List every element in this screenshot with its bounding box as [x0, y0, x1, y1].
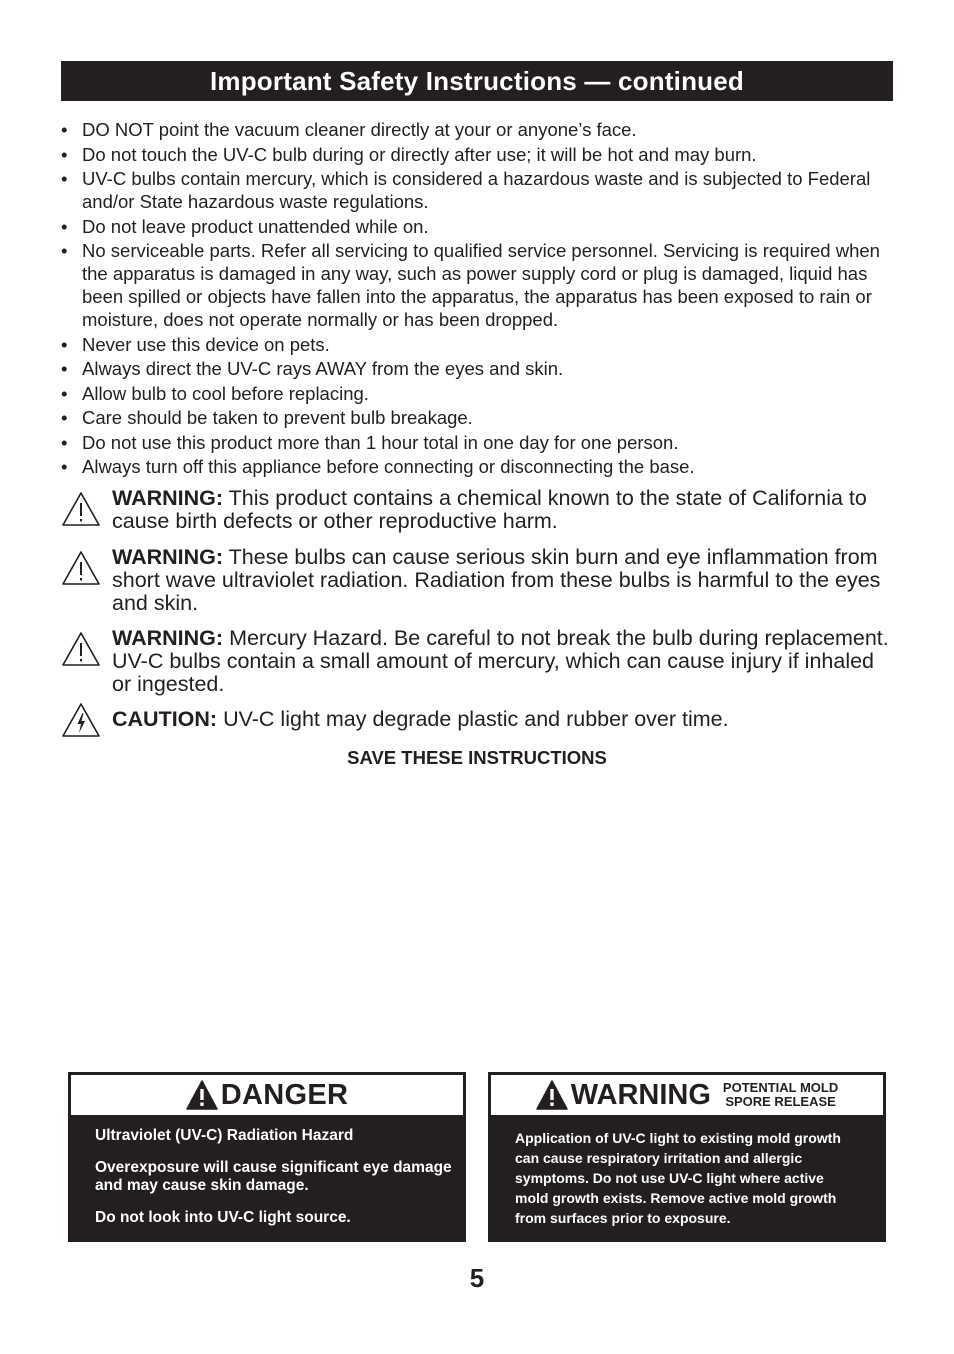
safety-bullet-list [61, 118, 901, 480]
warning-subtitle [723, 1081, 838, 1109]
danger-label-body [71, 1115, 463, 1227]
danger-triangle-icon [186, 1080, 218, 1110]
danger-line: Overexposure will cause significant eye damage and may cause skin damage. [95, 1159, 452, 1194]
page-number: 5 [469, 1263, 485, 1293]
danger-line: Ultraviolet (UV-C) Radiation Hazard [95, 1127, 354, 1144]
caution-plastic [61, 708, 891, 738]
warning-label: WARNING: [112, 486, 224, 510]
danger-line: Do not look into UV-C light source. [95, 1209, 351, 1226]
mold-warning-header [491, 1075, 883, 1115]
warning-chemical [61, 487, 891, 533]
warning-text: This product contains a chemical known to the state of California to cause birth defects or other reproductive harm. [112, 486, 867, 533]
caution-text: UV-C light may degrade plastic and rubber over time. [223, 707, 729, 731]
list-item: • Do not touch the UV-C bulb during or directly after use; it will be hot and may burn. [61, 143, 901, 166]
warning-subtitle-line: POTENTIAL MOLD [722, 1080, 839, 1095]
warning-uv-radiation [61, 546, 891, 615]
warning-triangle-icon [61, 550, 101, 586]
warning-text: These bulbs can cause serious skin burn and eye inflammation from short wave ultraviolet radiation. Radiation from these bulbs is harmful to the eyes and skin. [112, 545, 881, 615]
page-header [61, 61, 893, 101]
list-item: • Always turn off this appliance before connecting or disconnecting the base. [61, 455, 901, 478]
list-item: • Care should be taken to prevent bulb breakage. [61, 406, 901, 429]
warning-triangle-icon [61, 631, 101, 667]
warning-label: WARNING: [112, 626, 224, 650]
list-item: • UV-C bulbs contain mercury, which is considered a hazardous waste and is subjected to Federal and/or State hazardous waste regulations. [61, 167, 901, 213]
list-item: • Do not leave product unattended while on. [61, 215, 901, 238]
warning-text: Mercury Hazard. Be careful to not break the bulb during replacement. UV-C bulbs contain a small amount of mercury, which can cause injury if inhaled or ingested. [112, 626, 889, 696]
warning-label: WARNING: [112, 545, 224, 569]
mold-warning-body: Application of UV-C light to existing mold growth can cause respiratory irritation and allergic symptoms. Do not use UV-C light where active mold growth exists. Remove active mold growth from surfaces prior to exposure. [515, 1130, 841, 1226]
list-item: • Do not use this product more than 1 hour total in one day for one person. [61, 431, 901, 454]
header-title: Important Safety Instructions — continued [209, 65, 744, 96]
mold-warning-label [488, 1072, 886, 1242]
list-item: • Allow bulb to cool before replacing. [61, 382, 901, 405]
list-item: • Always direct the UV-C rays AWAY from the eyes and skin. [61, 357, 901, 380]
list-item: • DO NOT point the vacuum cleaner directly at your or anyone’s face. [61, 118, 901, 141]
warning-triangle-icon [536, 1080, 568, 1110]
warning-subtitle-line: SPORE RELEASE [725, 1094, 836, 1109]
danger-label-header [71, 1075, 463, 1115]
warning-triangle-icon [61, 491, 101, 527]
caution-label: CAUTION: [112, 707, 218, 731]
save-instructions: SAVE THESE INSTRUCTIONS [347, 747, 607, 768]
electric-hazard-icon [61, 702, 101, 738]
warning-title: WARNING [570, 1078, 711, 1111]
warning-mercury [61, 627, 891, 696]
list-item: • No serviceable parts. Refer all servicing to qualified service personnel. Servicing is required when the apparatus is damaged in any way, such as power supply cord or plug is damaged, liquid has been spilled or objects have fallen into the apparatus, the apparatus has been exposed to rain or moisture, does not operate normally or has been dropped. [61, 239, 901, 331]
danger-title: DANGER [220, 1078, 349, 1111]
danger-label [68, 1072, 466, 1242]
list-item: • Never use this device on pets. [61, 333, 901, 356]
